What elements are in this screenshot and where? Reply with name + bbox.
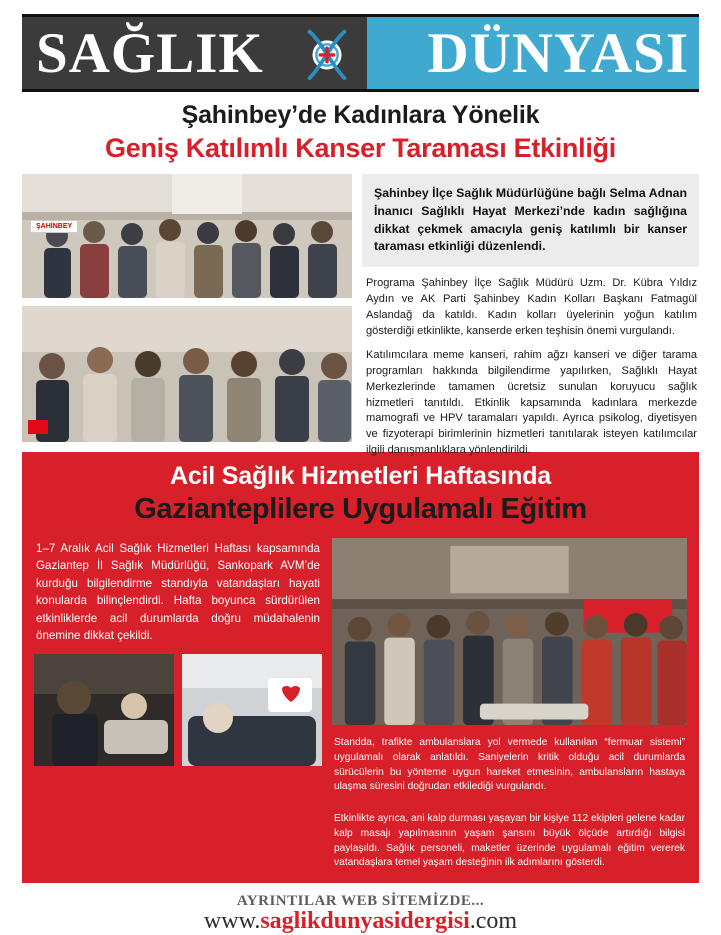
masthead-right-panel	[367, 17, 699, 89]
headline-2-line-1: Acil Sağlık Hizmetleri Haftasında	[169, 462, 552, 490]
article-2-section	[22, 538, 699, 883]
masthead-title-left: SAĞLIK	[36, 21, 264, 85]
article-2-intro: 1–7 Aralık Acil Sağlık Hizmetleri Haftası kapsamında Gaziantep İl Sağlık Müdürlüğü, Sankopark AVM’de kurduğu bilgilendirme standıyla vatandaşları hayati konularda bilinçlendirdi. Hafta boyunca sürdürülen etkinliklerde acil durumlarda doğru müdahalenin önemine dikkat çekildi.	[36, 542, 320, 642]
article-2-photo-cpr-demo	[34, 654, 174, 766]
article-2-photo-stand-group	[332, 538, 687, 728]
headline-1-line-1: Şahinbey’de Kadınlara Yönelik	[181, 101, 540, 129]
article-1-photo-audience	[22, 306, 352, 442]
article-1-paragraph-2: Katılımcılara meme kanseri, rahim ağzı kanseri ve diğer tarama programları hakkında bilgilendirme yapılırken, Sağlıklı Hayat Merkezlerinde tamamen ücretsiz sunulan koruyucu sağlık hizmetleri tanıtıldı. Etkinlik kapsamında kadınlara merkezde mamografi ve HPV taramaları yapıldı. Ayrıca psikolog, diyetisyen ve fizyoterapi birimlerinin hizmetleri tanıtılarak isteyen katılımcılar ilgili danışmanlıklara yönlendirildi.	[366, 349, 697, 456]
article-2-paragraph-1: Standda, trafikte ambulanslara yol vermede kullanılan “fermuar sistemi” uygulamalı olarak anlatıldı. Saniyelerin kritik olduğu acil durumlarda sürücülerin bu yönteme uygun hareket etmesinin, ambulansların hastaya ulaşma süresini doğrudan etkilediği vurgulandı.	[334, 737, 685, 793]
footer-website-url[interactable]	[22, 908, 699, 935]
headline-2-line-2: Gazianteplilere Uygulamalı Eğitim	[134, 493, 587, 525]
article-1-lede: Şahinbey İlçe Sağlık Müdürlüğüne bağlı Selma Adnan İnanıcı Sağlıklı Hayat Merkezi’nde kadın sağlığına dikkat çekmek amacıyla geniş katılımlı bir kanser taraması etkinliği düzenlendi.	[362, 174, 699, 267]
medical-caduceus-icon	[296, 22, 358, 84]
photo-illustration	[34, 654, 174, 766]
article-1-section	[22, 174, 699, 456]
footer-url-suffix: .com	[469, 908, 518, 935]
headline-1-line-2: Geniş Katılımlı Kanser Taraması Etkinliği	[105, 133, 616, 163]
photo-illustration	[22, 306, 352, 442]
photo-illustration	[332, 538, 687, 725]
footer-tagline: AYRINTILAR WEB SİTEMİZDE...	[236, 893, 485, 910]
masthead	[22, 14, 699, 92]
article-1-paragraph-1: Programa Şahinbey İlçe Sağlık Müdürü Uzm. Dr. Kübra Yıldız Aydın ve AK Parti Şahinbey Kadın Kolları Başkanı Fatmagül Aslandağ da katıldı. Kadın kolları üyelerinin yoğun katılım gösterdiği etkinlikte, kanserde erken teşhisin önemi vurgulandı.	[366, 277, 697, 337]
photo-badge-sahinbey: ŞAHİNBEY	[30, 220, 78, 233]
article-2-photo-manikin	[182, 654, 322, 766]
footer	[22, 883, 699, 935]
footer-url-domain: saglikdunyasidergisi	[260, 908, 470, 935]
article-1-text-column	[362, 174, 699, 456]
headline-block-1	[22, 92, 699, 164]
article-2-paragraph-2: Etkinlikte ayrıca, ani kalp durması yaşayan bir kişiye 112 ekipleri gelene kadar kalp masajı yapılmasının yaşam şansını büyük ölçüde artırdığı bilgisi paylaşıldı. Sağlık personeli, maketler üzerinde uygulamalı eğitim vererek vatandaşlara temel yaşam desteğinin ilk adımlarını gösterdi.	[334, 813, 685, 869]
photo-illustration	[182, 654, 322, 766]
article-2-small-photos	[34, 654, 322, 766]
footer-url-prefix: www.	[203, 908, 261, 935]
article-2-left-column	[34, 538, 322, 871]
masthead-title-right: DÜNYASI	[427, 21, 689, 85]
photo-illustration	[22, 174, 352, 298]
article-2-right-column	[332, 538, 687, 871]
article-1-body	[362, 267, 699, 467]
turkish-flag-icon	[28, 420, 48, 434]
article-1-photo-column	[22, 174, 352, 442]
article-1-photo-entrance	[22, 174, 352, 298]
